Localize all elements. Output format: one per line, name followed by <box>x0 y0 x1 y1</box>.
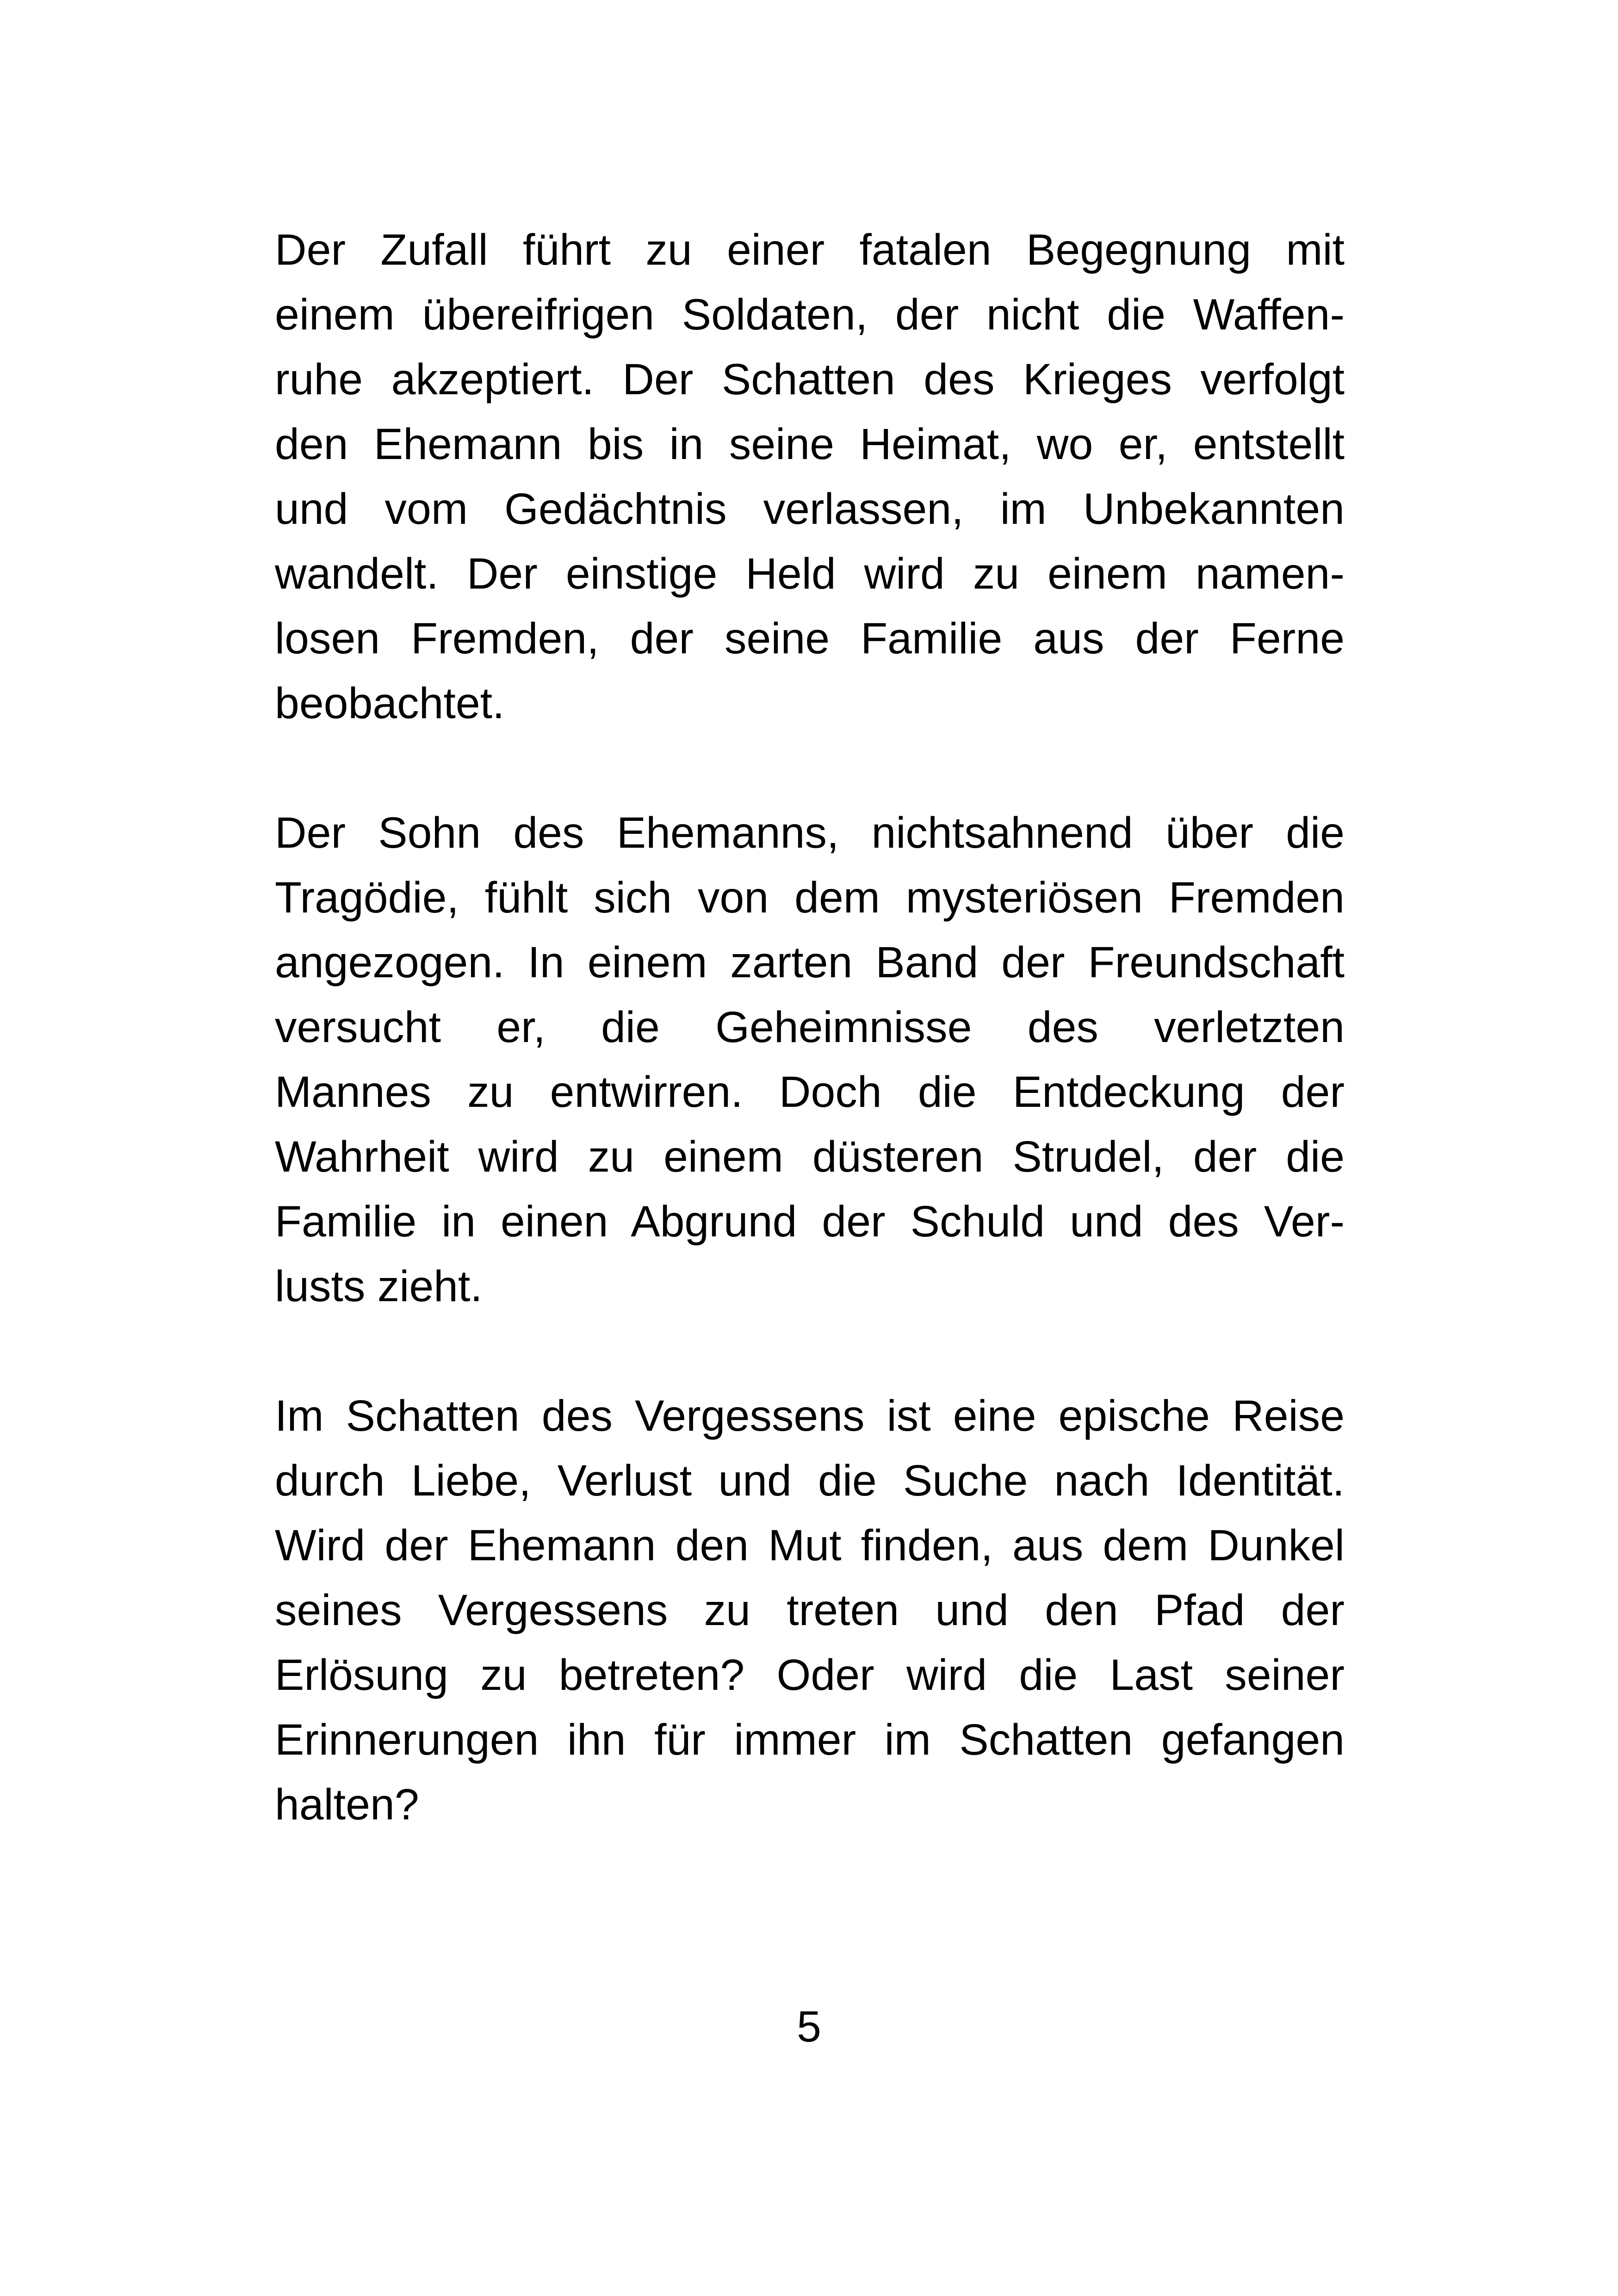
text-line: versucht er, die Geheimnisse des verletzten <box>275 1003 1345 1052</box>
text-line: Im Schatten des Vergessens ist eine epische Reise <box>275 1391 1345 1440</box>
page-number: 5 <box>797 2002 821 2051</box>
text-line: angezogen. In einem zarten Band der Freundschaft <box>275 938 1345 987</box>
text-line: und vom Gedächtnis verlassen, im Unbekannten <box>275 484 1345 534</box>
text-line: Der Sohn des Ehemanns, nichtsahnend über die <box>275 808 1345 857</box>
text-line: lusts zieht. <box>275 1262 483 1311</box>
text-line: Erinnerungen ihn für immer im Schatten gefangen <box>275 1715 1345 1764</box>
text-line: Wahrheit wird zu einem düsteren Strudel, der die <box>275 1132 1345 1181</box>
text-line: Wird der Ehemann den Mut finden, aus dem Dunkel <box>275 1521 1345 1570</box>
text-line: Der Zufall führt zu einer fatalen Begegnung mit <box>275 225 1345 274</box>
paragraph-2 <box>275 800 1345 1319</box>
text-line: losen Fremden, der seine Familie aus der Ferne <box>275 614 1345 663</box>
text-line: ruhe akzeptiert. Der Schatten des Krieges verfolgt <box>275 355 1345 404</box>
text-line: halten? <box>275 1780 419 1829</box>
text-line: seines Vergessens zu treten und den Pfad der <box>275 1586 1345 1635</box>
text-line: Familie in einen Abgrund der Schuld und des Ver- <box>275 1197 1345 1246</box>
text-line: Erlösung zu betreten? Oder wird die Last seiner <box>275 1651 1345 1700</box>
text-line: beobachtet. <box>275 679 505 728</box>
text-line: wandelt. Der einstige Held wird zu einem namen- <box>275 549 1345 598</box>
text-line: Mannes zu entwirren. Doch die Entdeckung der <box>275 1067 1345 1117</box>
text-line: durch Liebe, Verlust und die Suche nach Identität. <box>275 1456 1345 1505</box>
text-line: den Ehemann bis in seine Heimat, wo er, entstellt <box>275 420 1345 469</box>
text-line: einem übereifrigen Soldaten, der nicht die Waffen- <box>275 290 1345 339</box>
body-text <box>275 217 1345 1837</box>
paragraph-3 <box>275 1384 1345 1837</box>
paragraph-1 <box>275 217 1345 736</box>
text-line: Tragödie, fühlt sich von dem mysteriösen Fremden <box>275 873 1345 922</box>
